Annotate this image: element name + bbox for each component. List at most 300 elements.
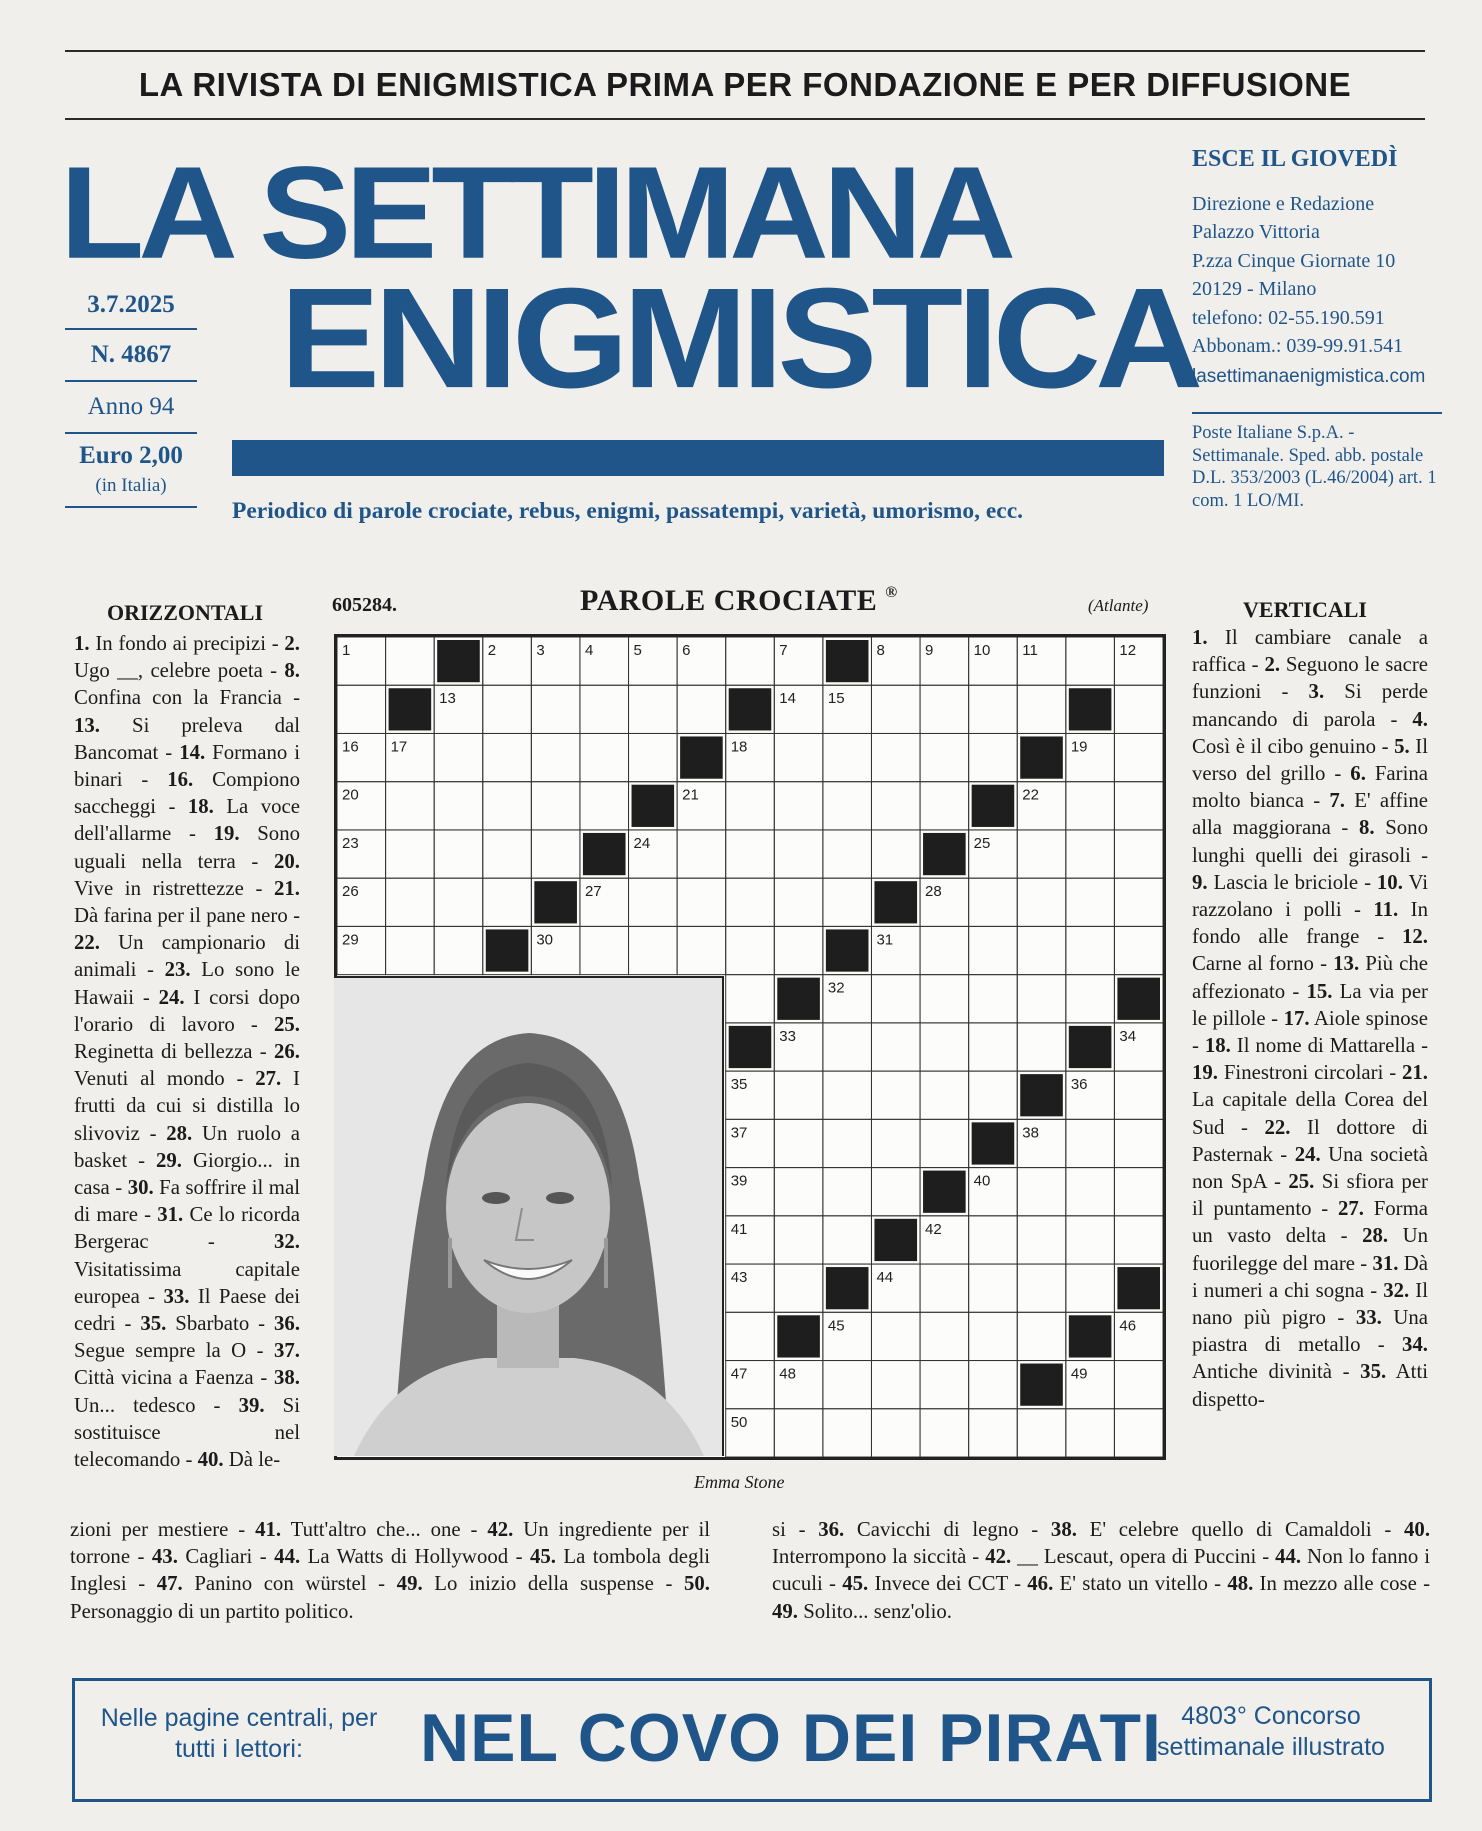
clue-number: 29.	[155, 1148, 182, 1172]
clue-number: 17.	[1283, 1006, 1310, 1030]
cell-number: 17	[390, 738, 408, 756]
grid-cell[interactable]	[1114, 733, 1163, 781]
cell-number: 23	[342, 834, 359, 852]
grid-cell[interactable]	[677, 830, 726, 878]
grid-cell[interactable]	[823, 1071, 872, 1119]
logo-bar	[232, 440, 1164, 476]
grid-cell[interactable]	[1066, 1119, 1115, 1167]
grid-cell[interactable]	[1017, 1023, 1066, 1071]
clue-text: Un ruolo a basket -	[74, 1121, 300, 1172]
clue-text: Dà farina per il pane nero -	[74, 904, 300, 928]
black-square	[923, 833, 966, 875]
clue-text: Città vicina a Faenza -	[74, 1366, 274, 1390]
black-square	[826, 929, 869, 971]
grid-cell[interactable]	[726, 878, 775, 926]
grid-cell[interactable]	[386, 782, 435, 830]
black-square	[729, 1026, 772, 1068]
cell-number: 19	[1070, 738, 1088, 756]
logo-line-1: LA SETTIMANA	[60, 139, 1011, 287]
clue-number: 8.	[1358, 816, 1375, 840]
cell-number: 28	[925, 883, 942, 901]
clue-text: Il dottore di Pasternak -	[1192, 1115, 1429, 1166]
clue-number: 31.	[1372, 1251, 1399, 1275]
black-square	[680, 736, 723, 778]
clue-number: 24.	[1294, 1142, 1321, 1166]
grid-cell[interactable]	[726, 1312, 775, 1360]
clue-number: 48.	[1227, 1572, 1254, 1596]
grid-cell[interactable]	[823, 1216, 872, 1264]
grid-cell[interactable]	[871, 830, 920, 878]
grid-cell[interactable]	[580, 733, 629, 781]
grid-cell[interactable]	[386, 926, 435, 974]
grid-cell[interactable]	[1017, 1409, 1066, 1457]
grid-cell[interactable]	[1066, 782, 1115, 830]
grid-cell[interactable]	[629, 878, 678, 926]
cell-number: 14	[779, 690, 796, 708]
clue-number: 45.	[529, 1545, 556, 1569]
clue-number: 41.	[255, 1518, 282, 1541]
grid-cell[interactable]	[1114, 1361, 1163, 1409]
clue-number: 15.	[1306, 979, 1333, 1003]
issue-number: N. 4867	[65, 330, 197, 382]
grid-cell[interactable]	[1066, 1168, 1115, 1216]
grid-cell[interactable]	[1066, 926, 1115, 974]
clue-text: In fondo ai precipizi -	[89, 632, 285, 655]
website-link[interactable]: lasettimanaenigmistica.com	[1192, 365, 1426, 387]
clue-number: 18.	[187, 795, 214, 819]
grid-cell[interactable]	[677, 685, 726, 733]
grid-cell[interactable]	[1114, 878, 1163, 926]
clue-text: Venuti al mondo -	[74, 1067, 256, 1091]
clue-number: 13.	[74, 713, 100, 737]
grid-cell[interactable]	[629, 926, 678, 974]
clue-text: In mezzo alle cose -	[1253, 1572, 1431, 1596]
grid-cell[interactable]	[434, 878, 483, 926]
banner-left-text: Nelle pagine centrali, per tutti i lettori:	[100, 1704, 378, 1763]
cell-number: 24	[633, 834, 651, 852]
clue-text: La via per le pillole -	[1192, 979, 1428, 1030]
grid-cell[interactable]	[434, 926, 483, 974]
clue-number: 3.	[1308, 680, 1325, 704]
black-square	[437, 640, 480, 682]
black-square	[486, 929, 529, 971]
subtitle: Periodico di parole crociate, rebus, enigmi, passatempi, varietà, umorismo, ecc.	[232, 498, 1024, 524]
clue-number: 26.	[274, 1040, 300, 1064]
issue-price: Euro 2,00	[79, 442, 183, 469]
grid-cell[interactable]	[823, 1409, 872, 1457]
grid-cell[interactable]	[1114, 1409, 1163, 1457]
grid-cell[interactable]	[969, 685, 1018, 733]
clue-text: Solito... senz'olio.	[798, 1599, 952, 1623]
grid-cell[interactable]	[969, 1361, 1018, 1409]
grid-cell[interactable]	[1017, 1264, 1066, 1312]
grid-cell[interactable]	[483, 782, 532, 830]
grid-cell[interactable]	[969, 878, 1018, 926]
grid-cell[interactable]	[1114, 1216, 1163, 1264]
cell-number: 3	[536, 642, 545, 659]
clue-text: Cagliari -	[177, 1545, 275, 1569]
clue-number: 19.	[1192, 1061, 1218, 1085]
grid-cell[interactable]	[823, 782, 872, 830]
grid-cell[interactable]	[920, 926, 969, 974]
across-clues-continued	[70, 1516, 710, 1625]
cell-number: 11	[1022, 642, 1038, 659]
clue-number: 42.	[487, 1518, 514, 1541]
grid-cell[interactable]	[823, 1023, 872, 1071]
clue-text: Finestroni circolari -	[1218, 1061, 1402, 1085]
cell-number: 8	[876, 642, 885, 659]
grid-cell[interactable]	[969, 1071, 1018, 1119]
cell-number: 30	[536, 931, 554, 949]
cell-number: 43	[730, 1269, 748, 1287]
grid-cell[interactable]	[1017, 975, 1066, 1023]
black-square	[1020, 736, 1063, 778]
clue-text: Visitatissima capitale europea -	[74, 1257, 300, 1308]
grid-cell[interactable]	[871, 1168, 920, 1216]
clue-number: 18.	[1204, 1034, 1231, 1058]
clue-text: __ Lescaut, opera di Puccini -	[1011, 1545, 1276, 1569]
clue-number: 25.	[274, 1012, 300, 1036]
info-line: 20129 - Milano	[1192, 278, 1317, 300]
clue-number: 27.	[255, 1067, 282, 1091]
clue-text: Invece dei CCT -	[868, 1572, 1028, 1596]
grid-cell[interactable]	[386, 830, 435, 878]
cell-number: 39	[730, 1172, 748, 1190]
clue-text: Una società non SpA -	[1192, 1142, 1428, 1194]
grid-cell[interactable]	[1114, 1071, 1163, 1119]
black-square	[583, 833, 626, 875]
grid-cell[interactable]	[1066, 975, 1115, 1023]
grid-cell[interactable]	[1066, 878, 1115, 926]
grid-cell[interactable]	[531, 782, 580, 830]
clue-number: 40.	[197, 1448, 224, 1472]
grid-cell[interactable]	[920, 1071, 969, 1119]
grid-cell[interactable]	[1066, 830, 1115, 878]
info-line: Abbonam.: 039-99.91.541	[1192, 335, 1404, 357]
clue-number: 25.	[1288, 1170, 1315, 1194]
clue-number: 24.	[158, 985, 185, 1009]
grid-cell[interactable]	[871, 782, 920, 830]
grid-cell[interactable]	[920, 1119, 969, 1167]
clue-text: I frutti da cui si distilla lo slivoviz -	[74, 1067, 300, 1145]
grid-cell[interactable]	[386, 878, 435, 926]
grid-cell[interactable]	[871, 975, 920, 1023]
grid-cell[interactable]	[434, 733, 483, 781]
clue-text: E' celebre quello di Camaldoli -	[1076, 1518, 1405, 1541]
black-square	[1117, 1267, 1160, 1309]
cell-number: 4	[584, 642, 594, 659]
grid-cell[interactable]	[726, 975, 775, 1023]
clue-text: Ce lo ricorda Bergerac -	[74, 1203, 300, 1254]
clue-text: Si sostituisce nel telecomando -	[74, 1393, 300, 1472]
grid-cell[interactable]	[774, 926, 823, 974]
cell-number: 45	[827, 1317, 845, 1335]
grid-cell[interactable]	[1066, 637, 1115, 685]
black-square	[729, 688, 772, 730]
cell-number: 16	[342, 738, 359, 756]
clue-number: 45.	[842, 1572, 869, 1596]
grid-cell[interactable]	[1066, 1216, 1115, 1264]
grid-cell[interactable]	[1017, 926, 1066, 974]
cell-number: 10	[973, 642, 991, 659]
grid-cell[interactable]	[871, 1071, 920, 1119]
grid-cell[interactable]	[434, 782, 483, 830]
clue-number: 23.	[164, 958, 191, 982]
clue-text: zioni per mestiere -	[70, 1518, 256, 1541]
grid-cell[interactable]	[677, 926, 726, 974]
black-square	[1020, 1364, 1063, 1406]
clue-text: Una piastra di metallo -	[1192, 1306, 1428, 1357]
grid-cell[interactable]	[774, 1216, 823, 1264]
clue-number: 2.	[284, 632, 300, 655]
clue-number: 2.	[1264, 653, 1281, 677]
grid-cell[interactable]	[920, 685, 969, 733]
clue-number: 7.	[1329, 789, 1345, 813]
grid-cell[interactable]	[1017, 1216, 1066, 1264]
grid-cell[interactable]	[969, 1216, 1018, 1264]
black-square	[923, 1171, 966, 1213]
cell-number: 40	[973, 1172, 991, 1190]
clue-text: Si sfiora per il puntamento -	[1192, 1170, 1428, 1221]
cell-number: 33	[779, 1027, 796, 1045]
clue-number: 10.	[1376, 870, 1403, 894]
clue-text: Ugo __, celebre poeta -	[74, 659, 285, 683]
grid-cell[interactable]	[1114, 685, 1163, 733]
grid-cell[interactable]	[774, 1071, 823, 1119]
black-square	[1069, 688, 1112, 730]
issue-box	[65, 282, 197, 508]
grid-cell[interactable]	[920, 1312, 969, 1360]
grid-cell[interactable]	[1017, 830, 1066, 878]
clue-text: Si perde mancando di parola -	[1192, 680, 1428, 731]
grid-cell[interactable]	[774, 1264, 823, 1312]
grid-cell[interactable]	[1114, 926, 1163, 974]
clue-text: Seguono le sacre funzioni -	[1192, 653, 1428, 704]
grid-cell[interactable]	[969, 1023, 1018, 1071]
clue-text: Compiono saccheggi -	[74, 768, 300, 819]
grid-cell[interactable]	[1017, 878, 1066, 926]
clue-text: Forma un vasto delta -	[1192, 1197, 1429, 1248]
grid-cell[interactable]	[969, 1409, 1018, 1457]
grid-cell[interactable]	[871, 685, 920, 733]
info-line: Direzione e Redazione	[1192, 192, 1375, 215]
grid-cell[interactable]	[580, 685, 629, 733]
grid-cell[interactable]	[629, 685, 678, 733]
grid-cell[interactable]	[823, 1168, 872, 1216]
cell-number: 12	[1119, 642, 1137, 659]
clue-text: Così è il cibo genuino -	[1192, 734, 1395, 758]
grid-cell[interactable]	[774, 733, 823, 781]
clue-number: 49.	[772, 1599, 798, 1623]
grid-cell[interactable]	[920, 782, 969, 830]
photo-caption: Emma Stone	[694, 1472, 785, 1492]
black-square	[1069, 1315, 1112, 1357]
clue-number: 35.	[140, 1312, 167, 1336]
grid-cell[interactable]	[1017, 1312, 1066, 1360]
clue-number: 16.	[167, 768, 194, 792]
clue-number: 21.	[274, 876, 300, 900]
grid-cell[interactable]	[920, 1023, 969, 1071]
grid-cell[interactable]	[823, 733, 872, 781]
grid-cell[interactable]	[969, 1264, 1018, 1312]
puzzle-title	[580, 584, 898, 618]
clue-text: Fa soffrire il mal di mare -	[74, 1176, 300, 1227]
cell-number: 34	[1119, 1027, 1137, 1045]
clue-text: Antiche divinità -	[1192, 1360, 1361, 1384]
cell-number: 46	[1119, 1317, 1137, 1335]
black-square	[632, 785, 675, 827]
grid-cell[interactable]	[969, 733, 1018, 781]
masthead-logo	[60, 139, 1198, 428]
grid-cell[interactable]	[1114, 782, 1163, 830]
clue-number: 43.	[151, 1545, 178, 1569]
across-clues-column	[74, 630, 300, 1473]
grid-cell[interactable]	[969, 975, 1018, 1023]
clue-number: 20.	[274, 849, 300, 873]
grid-cell[interactable]	[726, 782, 775, 830]
clue-text: Giorgio... in casa -	[74, 1148, 300, 1200]
grid-cell[interactable]	[483, 733, 532, 781]
clue-text: Vi razzolano i polli -	[1192, 870, 1428, 922]
clue-number: 32.	[1383, 1278, 1410, 1302]
registered-mark: ®	[885, 584, 898, 601]
grid-cell[interactable]	[920, 975, 969, 1023]
down-heading: VERTICALI	[1243, 597, 1367, 622]
grid-cell[interactable]	[774, 782, 823, 830]
grid-cell[interactable]	[386, 637, 435, 685]
grid-cell[interactable]	[774, 1168, 823, 1216]
grid-cell[interactable]	[969, 1312, 1018, 1360]
grid-cell[interactable]	[774, 1119, 823, 1167]
clue-text: Un... tedesco -	[74, 1393, 239, 1417]
grid-cell[interactable]	[726, 637, 775, 685]
grid-cell[interactable]	[580, 926, 629, 974]
clue-number: 5.	[1394, 734, 1410, 758]
grid-cell[interactable]	[1066, 1264, 1115, 1312]
grid-cell[interactable]	[531, 733, 580, 781]
clue-text: Interrompono la siccità -	[772, 1545, 986, 1569]
grid-cell[interactable]	[774, 1409, 823, 1457]
grid-cell[interactable]	[774, 878, 823, 926]
clue-text: Il nome di Mattarella -	[1230, 1034, 1428, 1058]
cell-number: 7	[779, 642, 788, 659]
grid-cell[interactable]	[823, 830, 872, 878]
clue-text: In fondo alle frange -	[1192, 898, 1429, 949]
grid-cell[interactable]	[483, 878, 532, 926]
grid-cell[interactable]	[871, 1023, 920, 1071]
grid-cell[interactable]	[677, 878, 726, 926]
clue-text: Aiole spinose -	[1192, 1006, 1428, 1058]
cell-number: 15	[827, 690, 845, 708]
clue-number: 30.	[127, 1176, 154, 1200]
grid-cell[interactable]	[920, 1361, 969, 1409]
grid-cell[interactable]	[871, 1361, 920, 1409]
grid-cell[interactable]	[1017, 685, 1066, 733]
grid-cell[interactable]	[531, 685, 580, 733]
cell-number: 35	[730, 1076, 748, 1094]
clue-text: Panino con würstel -	[182, 1572, 397, 1596]
grid-cell[interactable]	[726, 830, 775, 878]
grid-cell[interactable]	[1066, 1409, 1115, 1457]
black-square	[826, 1267, 869, 1309]
grid-cell[interactable]	[1114, 1168, 1163, 1216]
clue-number: 19.	[213, 822, 240, 846]
clue-text: si -	[772, 1518, 819, 1541]
clue-number: 28.	[1362, 1224, 1389, 1248]
grid-cell[interactable]	[483, 830, 532, 878]
cell-number: 18	[730, 738, 748, 756]
clue-number: 6.	[1350, 762, 1366, 786]
cell-number: 22	[1022, 786, 1039, 804]
grid-cell[interactable]	[920, 1409, 969, 1457]
grid-cell[interactable]	[1114, 1119, 1163, 1167]
clue-number: 9.	[1192, 870, 1208, 894]
grid-cell[interactable]	[1114, 830, 1163, 878]
grid-cell[interactable]	[871, 1119, 920, 1167]
clue-number: 22.	[1264, 1115, 1291, 1139]
clue-number: 4.	[1412, 707, 1428, 731]
clue-number: 27.	[1337, 1197, 1364, 1221]
grid-cell[interactable]	[871, 1312, 920, 1360]
black-square	[874, 881, 917, 923]
issue-date: 3.7.2025	[65, 282, 197, 330]
clue-text: Cavicchi di legno -	[844, 1518, 1051, 1541]
clue-number: 1.	[1192, 626, 1208, 649]
grid-cell[interactable]	[871, 1409, 920, 1457]
clue-number: 42.	[985, 1545, 1012, 1569]
cell-number: 42	[925, 1220, 942, 1238]
clue-text: Un ingrediente per il torrone -	[70, 1518, 710, 1569]
grid-cell[interactable]	[823, 1361, 872, 1409]
grid-cell[interactable]	[1017, 1168, 1066, 1216]
black-square	[972, 785, 1015, 827]
clue-text: Il cambiare canale a raffica -	[1192, 626, 1428, 677]
grid-cell[interactable]	[774, 830, 823, 878]
clue-text: Confina con la Francia -	[74, 686, 300, 710]
clue-number: 44.	[1275, 1545, 1302, 1569]
clue-text: La capitale della Corea del Sud -	[1192, 1088, 1428, 1139]
puzzle-title-text: PAROLE CROCIATE	[580, 584, 878, 617]
grid-cell[interactable]	[337, 685, 386, 733]
clue-number: 38.	[274, 1366, 300, 1390]
grid-cell[interactable]	[823, 878, 872, 926]
clue-text: E' stato un vitello -	[1053, 1572, 1228, 1596]
grid-cell[interactable]	[629, 733, 678, 781]
clue-number: 22.	[74, 931, 100, 955]
issue-price-note: (in Italia)	[65, 472, 197, 508]
grid-cell[interactable]	[580, 782, 629, 830]
logo-line-2: ENIGMISTICA	[280, 257, 1198, 418]
grid-cell[interactable]	[726, 926, 775, 974]
clue-text: Più che affezionato -	[1192, 952, 1428, 1003]
grid-cell[interactable]	[823, 1119, 872, 1167]
grid-cell[interactable]	[920, 1264, 969, 1312]
grid-cell[interactable]	[871, 733, 920, 781]
grid-cell[interactable]	[483, 685, 532, 733]
grid-cell[interactable]	[920, 733, 969, 781]
grid-cell[interactable]	[969, 926, 1018, 974]
puzzle-author: (Atlante)	[1088, 596, 1149, 615]
black-square	[1117, 978, 1160, 1020]
clue-number: 35.	[1360, 1360, 1387, 1384]
cell-number: 48	[779, 1365, 796, 1383]
schedule: ESCE IL GIOVEDÌ	[1192, 146, 1398, 172]
grid-cell[interactable]	[434, 830, 483, 878]
grid-cell[interactable]	[531, 830, 580, 878]
black-square	[777, 1315, 820, 1357]
clue-number: 50.	[684, 1572, 710, 1596]
clue-text: I corsi dopo l'orario di lavoro -	[74, 985, 300, 1036]
